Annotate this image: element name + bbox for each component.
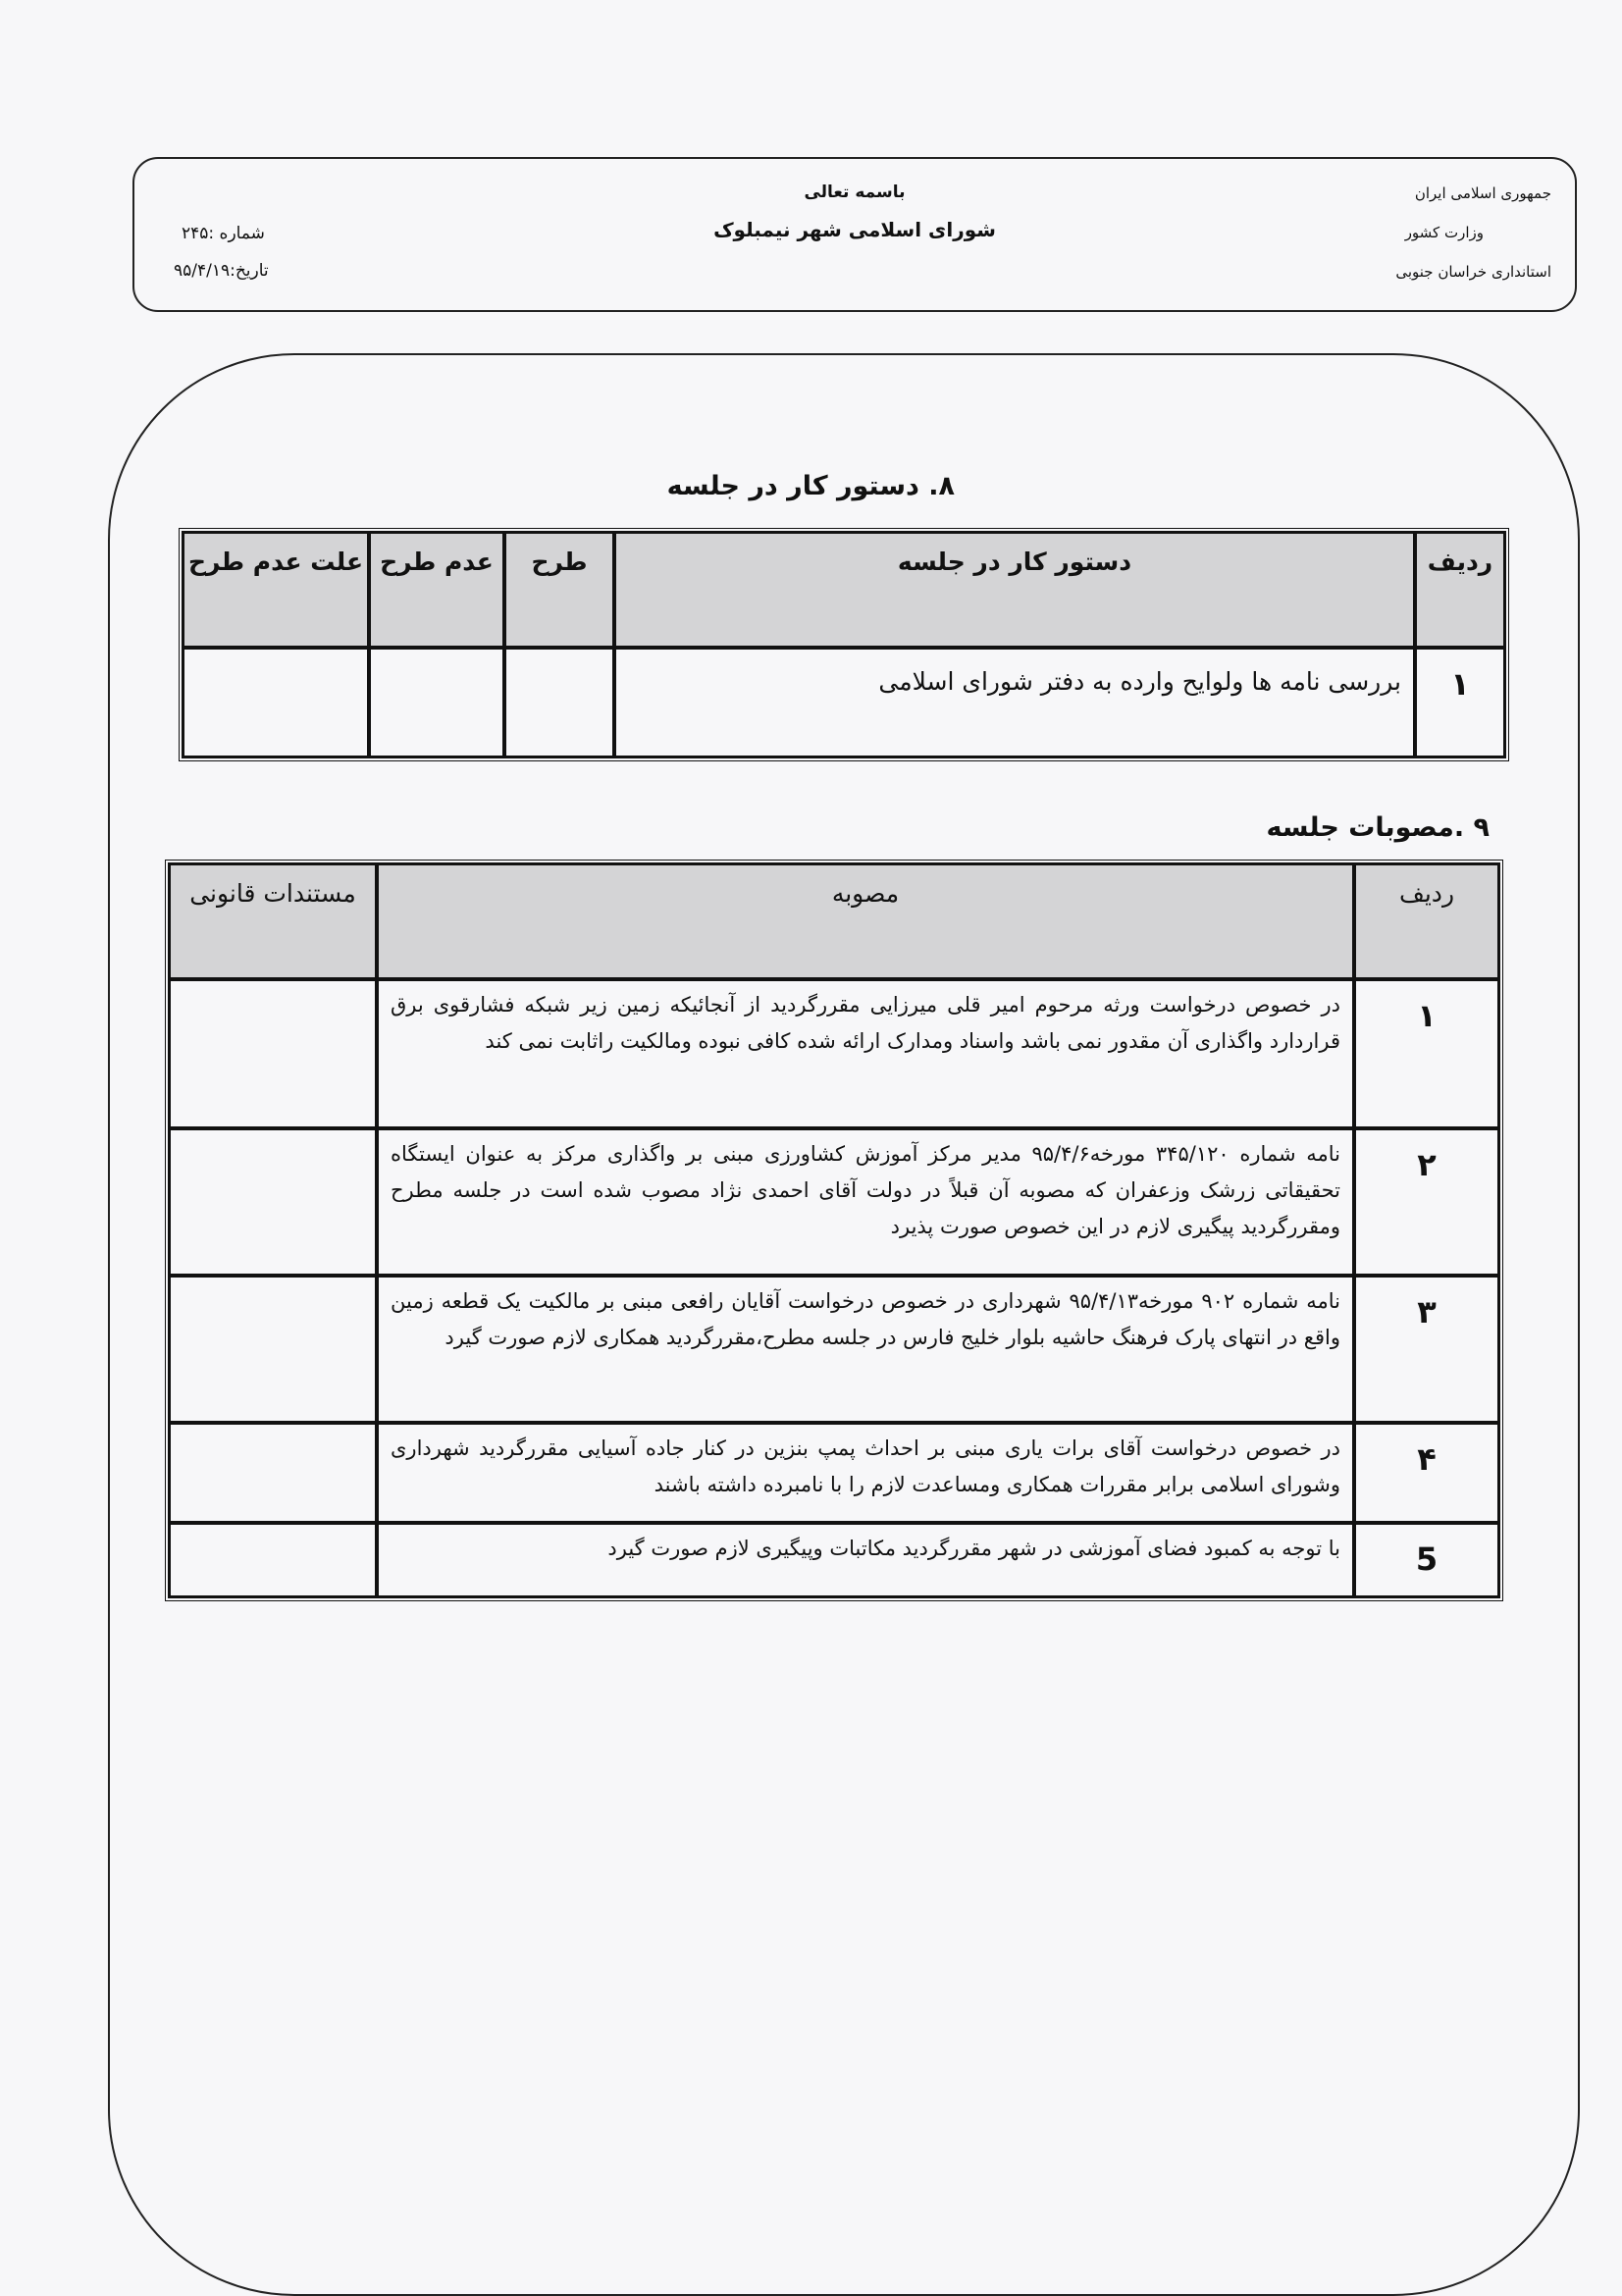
letter-number: شماره :۲۴۵ — [182, 224, 265, 243]
agenda-row-proposed — [504, 648, 614, 757]
agenda-row-reason — [183, 648, 369, 757]
council-name: شورای اسلامی شهر نیمبلوک — [713, 218, 996, 241]
agenda-col-row: ردیف — [1415, 532, 1505, 648]
table-row — [169, 1128, 1499, 1276]
invocation: باسمه تعالی — [804, 183, 906, 202]
resolutions-col-text: مصوبه — [377, 863, 1354, 979]
agenda-col-reason: علت عدم طرح — [183, 532, 369, 648]
agenda-header-row — [183, 532, 1505, 648]
resolution-number: ۲ — [1354, 1128, 1499, 1276]
resolution-number: ۴ — [1354, 1423, 1499, 1523]
resolution-docs — [169, 1523, 377, 1597]
resolutions-col-row: ردیف — [1354, 863, 1499, 979]
agenda-row-not-proposed — [369, 648, 504, 757]
resolutions-table — [165, 860, 1503, 1601]
agenda-col-not-proposed: عدم طرح — [369, 532, 504, 648]
table-row — [169, 979, 1499, 1128]
resolutions-header-row — [169, 863, 1499, 979]
agenda-row-item: بررسی نامه ها ولوایح وارده به دفتر شورای اسلامی — [614, 648, 1415, 757]
table-row — [169, 1276, 1499, 1423]
letterhead-box — [132, 157, 1577, 312]
resolutions-col-docs: مستندات قانونی — [169, 863, 377, 979]
letter-date: تاریخ:۹۵/۴/۱۹ — [174, 261, 269, 281]
resolution-text: در خصوص درخواست ورثه مرحوم امیر قلی میرزایی مقررگردید از آنجائیکه زمین زیر شبکه فشارقوی برق قراردارد واگذاری آن مقدور نمی باشد واسناد ومدارک ارائه شده کافی نبوده ومالکیت راثابت نمی کند — [377, 979, 1354, 1128]
ministry-name: وزارت کشور — [1404, 224, 1484, 241]
agenda-row-number: ۱ — [1415, 648, 1505, 757]
agenda-title: ۸. دستور کار در جلسه — [666, 471, 955, 501]
resolution-docs — [169, 1276, 377, 1423]
table-row — [183, 648, 1505, 757]
resolution-text: با توجه به کمبود فضای آموزشی در شهر مقررگردید مکاتبات وپیگیری لازم صورت گیرد — [377, 1523, 1354, 1597]
resolution-text: در خصوص درخواست آقای برات یاری مبنی بر احداث پمپ بنزین در کنار جاده آسیایی مقررگردید شهرداری وشورای اسلامی برابر مقررات همکاری ومساعدت لازم را با نامبرده داشته باشند — [377, 1423, 1354, 1523]
resolution-text: نامه شماره ۹۰۲ مورخه۹۵/۴/۱۳ شهرداری در خصوص درخواست آقایان رافعی مبنی بر مالکیت یک قطعه زمین واقع در انتهای پارک فرهنگ حاشیه بلوار خلیج فارس در جلسه مطرح،مقررگردید همکاری لازم صورت گیرد — [377, 1276, 1354, 1423]
resolution-number: 5 — [1354, 1523, 1499, 1597]
province-name: استانداری خراسان جنوبی — [1395, 263, 1551, 281]
resolution-docs — [169, 979, 377, 1128]
resolutions-title: ۹ .مصوبات جلسه — [1266, 812, 1490, 843]
country-name: جمهوری اسلامی ایران — [1414, 184, 1551, 202]
resolution-docs — [169, 1128, 377, 1276]
agenda-col-item: دستور کار در جلسه — [614, 532, 1415, 648]
table-row — [169, 1523, 1499, 1597]
agenda-table — [179, 528, 1509, 761]
resolution-number: ۳ — [1354, 1276, 1499, 1423]
agenda-col-proposed: طرح — [504, 532, 614, 648]
resolution-docs — [169, 1423, 377, 1523]
resolution-number: ۱ — [1354, 979, 1499, 1128]
resolution-text: نامه شماره ۳۴۵/۱۲۰ مورخه۹۵/۴/۶ مدیر مرکز آموزش کشاورزی مبنی بر واگذاری مرکز به عنوان ایستگاه تحقیقاتی زرشک وزعفران که مصوبه آن قبلاً در دولت آقای احمدی نژاد مصوب شده است در جلسه مطرح ومقررگردید پیگیری لازم در این خصوص صورت پذیرد — [377, 1128, 1354, 1276]
table-row — [169, 1423, 1499, 1523]
